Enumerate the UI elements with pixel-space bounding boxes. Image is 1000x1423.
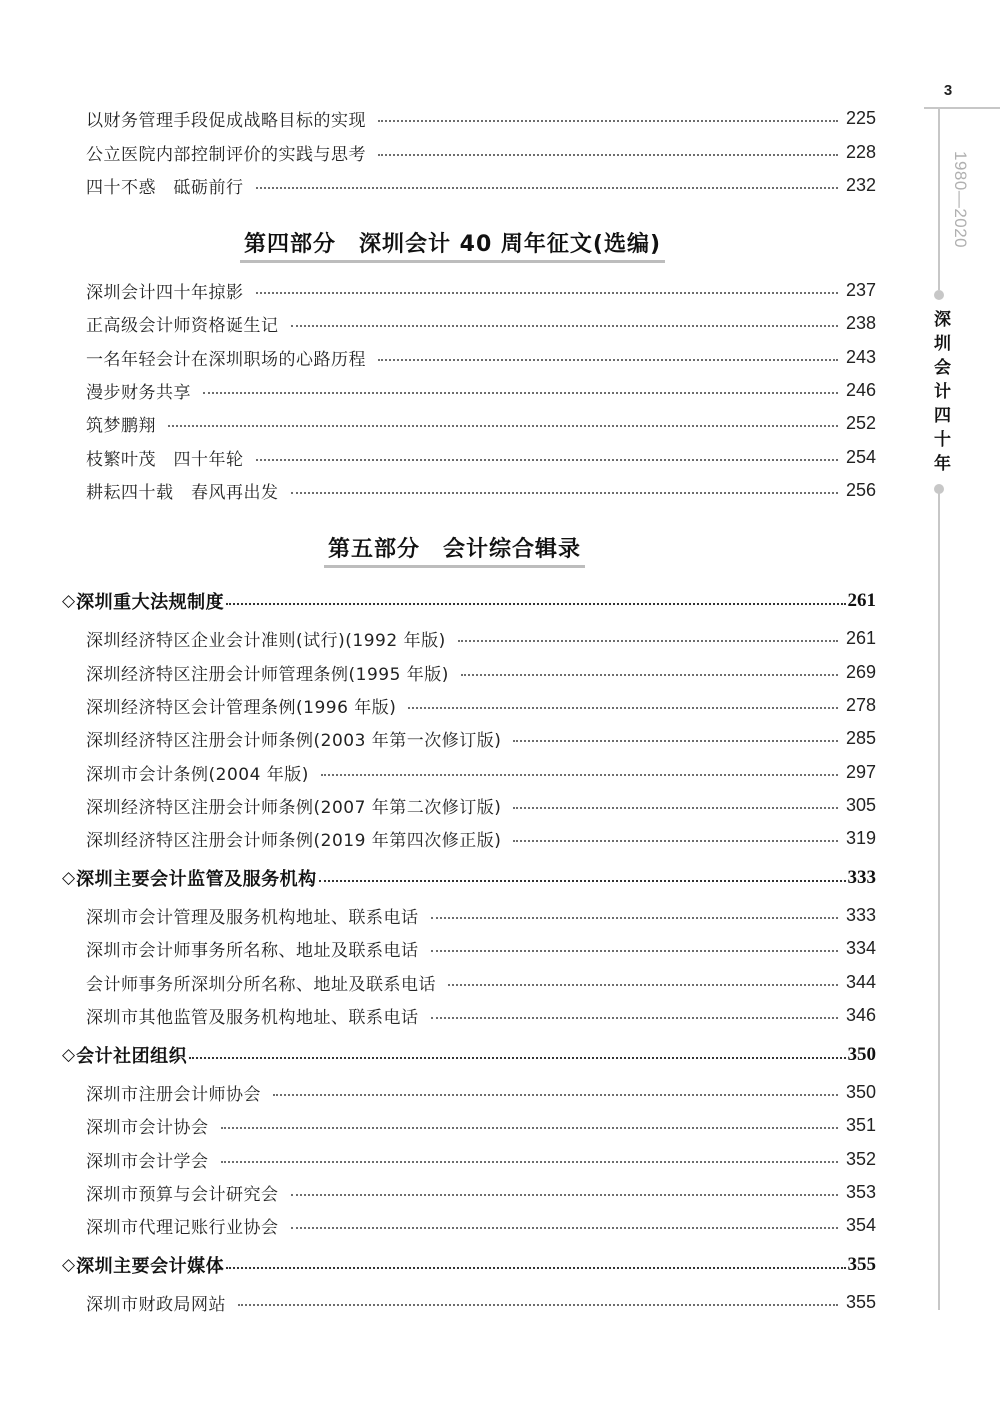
dot-leader: [189, 1057, 845, 1059]
toc-entry[interactable]: [86, 275, 876, 305]
toc-entry-page: 278: [845, 694, 876, 715]
toc-entry-page: 254: [845, 446, 876, 467]
toc-entry[interactable]: [86, 757, 876, 787]
toc-entry[interactable]: [86, 1287, 876, 1317]
toc-entry-page: 252: [845, 412, 876, 433]
dot-leader: [238, 1304, 838, 1306]
toc-entry[interactable]: [86, 342, 876, 372]
toc-category-page: 261: [847, 590, 876, 611]
dot-leader: [378, 359, 838, 361]
margin-rule-horizontal: [924, 107, 1000, 109]
dot-leader: [168, 425, 838, 427]
dot-leader: [319, 880, 846, 882]
toc-entry[interactable]: [86, 900, 876, 930]
toc-entry-page: 261: [845, 627, 876, 648]
toc-entry-page: 353: [845, 1181, 876, 1202]
toc-entry-page: 305: [845, 794, 876, 815]
dot-leader: [461, 674, 838, 676]
toc-entry-page: 238: [845, 312, 876, 333]
toc-entry-label: 深圳市财政局网站: [86, 1294, 226, 1315]
margin-dot-lower: [934, 484, 944, 494]
dot-leader: [513, 807, 838, 809]
toc-entry[interactable]: [86, 967, 876, 997]
toc-entry-page: 269: [845, 661, 876, 682]
toc-entry-page: 333: [845, 904, 876, 925]
year-range: 1980—2020: [951, 151, 970, 249]
toc-entry-label: 会计师事务所深圳分所名称、地址及联系电话: [86, 974, 436, 995]
dot-leader: [221, 1161, 838, 1163]
toc-entry[interactable]: [86, 1210, 876, 1240]
dot-leader: [431, 1017, 838, 1019]
toc-entry-label: 深圳经济特区注册会计师管理条例(1995 年版): [86, 664, 449, 685]
dot-leader: [291, 492, 838, 494]
toc-entry[interactable]: [86, 308, 876, 338]
dot-leader: [273, 1094, 838, 1096]
toc-entry[interactable]: [86, 442, 876, 472]
toc-category-label: 深圳重大法规制度: [76, 592, 225, 613]
toc-entry-label: 公立医院内部控制评价的实践与思考: [86, 144, 366, 165]
toc-entry-page: 346: [845, 1004, 876, 1025]
toc-entry[interactable]: [86, 103, 876, 133]
toc-entry-page: 285: [845, 727, 876, 748]
toc-entry-page: 350: [845, 1081, 876, 1102]
dot-leader: [513, 840, 838, 842]
dot-leader: [513, 740, 838, 742]
dot-leader: [378, 154, 838, 156]
toc-entry[interactable]: [86, 933, 876, 963]
toc-entry-page: 228: [845, 141, 876, 162]
toc-category-page: 350: [847, 1044, 876, 1065]
toc-category[interactable]: [62, 863, 876, 893]
toc-entry-page: 225: [845, 107, 876, 128]
diamond-marker-icon: ◇: [62, 1255, 76, 1275]
toc-category-label: 深圳主要会计监管及服务机构: [76, 869, 317, 890]
toc-category-page: 333: [847, 867, 876, 888]
toc-entry[interactable]: [86, 790, 876, 820]
dot-leader: [291, 1227, 838, 1229]
page-number: 3: [943, 82, 953, 99]
toc-entry-label: 以财务管理手段促成战略目标的实现: [86, 110, 366, 131]
toc-entry-label: 深圳市会计条例(2004 年版): [86, 764, 309, 785]
dot-leader: [256, 459, 838, 461]
dot-leader: [448, 984, 838, 986]
toc-entry[interactable]: [86, 375, 876, 405]
dot-leader: [378, 120, 838, 122]
toc-entry-label: 深圳会计四十年掠影: [86, 282, 244, 303]
toc-entry-page: 232: [845, 174, 876, 195]
toc-entry[interactable]: [86, 475, 876, 505]
toc-entry[interactable]: [86, 657, 876, 687]
toc-category-page: 355: [847, 1254, 876, 1275]
toc-entry-label: 深圳市会计管理及服务机构地址、联系电话: [86, 907, 419, 928]
part5-title: 第五部分 会计综合辑录: [324, 529, 585, 568]
toc-entry-page: 256: [845, 479, 876, 500]
toc-entry-page: 297: [845, 761, 876, 782]
toc-entry[interactable]: [86, 1077, 876, 1107]
toc-entry[interactable]: [86, 137, 876, 167]
toc-entry[interactable]: [86, 1110, 876, 1140]
toc-entry-page: 355: [845, 1291, 876, 1312]
toc-entry-page: 344: [845, 971, 876, 992]
dot-leader: [203, 392, 838, 394]
toc-category-label: 深圳主要会计媒体: [76, 1256, 225, 1277]
toc-entry[interactable]: [86, 408, 876, 438]
toc-entry-label: 耕耘四十载 春风再出发: [86, 482, 279, 503]
toc-entry[interactable]: [86, 1000, 876, 1030]
dot-leader: [431, 950, 838, 952]
toc-entry-label: 一名年轻会计在深圳职场的心路历程: [86, 349, 366, 370]
toc-entry[interactable]: [86, 1144, 876, 1174]
book-title: 深圳会计四十年: [930, 310, 950, 478]
dot-leader: [408, 707, 838, 709]
toc-entry-label: 深圳经济特区注册会计师条例(2003 年第一次修订版): [86, 730, 502, 751]
margin-rule-vertical-bottom: [938, 490, 940, 1310]
margin-rule-vertical-top: [938, 107, 940, 290]
toc-entry-label: 深圳市会计协会: [86, 1117, 209, 1138]
toc-entry-label: 深圳市会计学会: [86, 1151, 209, 1172]
dot-leader: [226, 1267, 845, 1269]
toc-entry[interactable]: [86, 690, 876, 720]
part4-title: 第四部分 深圳会计 40 周年征文(选编): [240, 224, 665, 263]
toc-entry-label: 深圳市预算与会计研究会: [86, 1184, 279, 1205]
toc-entry-label: 漫步财务共享: [86, 382, 191, 403]
toc-entry-label: 深圳经济特区注册会计师条例(2019 年第四次修正版): [86, 830, 502, 851]
toc-category[interactable]: [62, 1040, 876, 1070]
diamond-marker-icon: ◇: [62, 1045, 76, 1065]
dot-leader: [256, 292, 838, 294]
dot-leader: [221, 1127, 838, 1129]
toc-entry-label: 四十不惑 砥砺前行: [86, 177, 244, 198]
toc-entry-label: 深圳经济特区会计管理条例(1996 年版): [86, 697, 397, 718]
toc-entry-label: 正高级会计师资格诞生记: [86, 315, 279, 336]
toc-entry-label: 筑梦鹏翔: [86, 415, 156, 436]
dot-leader: [321, 774, 838, 776]
toc-entry-page: 354: [845, 1214, 876, 1235]
diamond-marker-icon: ◇: [62, 591, 76, 611]
toc-category[interactable]: [62, 586, 876, 616]
toc-entry[interactable]: [86, 623, 876, 653]
toc-entry-label: 深圳市注册会计师协会: [86, 1084, 261, 1105]
toc-entry-label: 深圳市代理记账行业协会: [86, 1217, 279, 1238]
dot-leader: [256, 187, 838, 189]
toc-category[interactable]: [62, 1250, 876, 1280]
toc-entry[interactable]: [86, 823, 876, 853]
toc-category-label: 会计社团组织: [76, 1046, 188, 1067]
toc-entry[interactable]: [86, 723, 876, 753]
toc-entry-page: 243: [845, 346, 876, 367]
toc-entry-label: 枝繁叶茂 四十年轮: [86, 449, 244, 470]
toc-entry-label: 深圳经济特区注册会计师条例(2007 年第二次修订版): [86, 797, 502, 818]
toc-entry-page: 319: [845, 827, 876, 848]
toc-entry-label: 深圳市会计师事务所名称、地址及联系电话: [86, 940, 419, 961]
toc-entry-page: 351: [845, 1114, 876, 1135]
margin-dot-upper: [934, 290, 944, 300]
dot-leader: [291, 325, 838, 327]
toc-entry-page: 246: [845, 379, 876, 400]
dot-leader: [226, 603, 845, 605]
diamond-marker-icon: ◇: [62, 868, 76, 888]
toc-entry[interactable]: [86, 1177, 876, 1207]
toc-entry[interactable]: [86, 170, 876, 200]
toc-entry-page: 237: [845, 279, 876, 300]
toc-entry-label: 深圳市其他监管及服务机构地址、联系电话: [86, 1007, 419, 1028]
toc-entry-page: 334: [845, 937, 876, 958]
dot-leader: [291, 1194, 838, 1196]
toc-entry-page: 352: [845, 1148, 876, 1169]
dot-leader: [458, 640, 838, 642]
toc-entry-label: 深圳经济特区企业会计准则(试行)(1992 年版): [86, 630, 446, 651]
dot-leader: [431, 917, 838, 919]
